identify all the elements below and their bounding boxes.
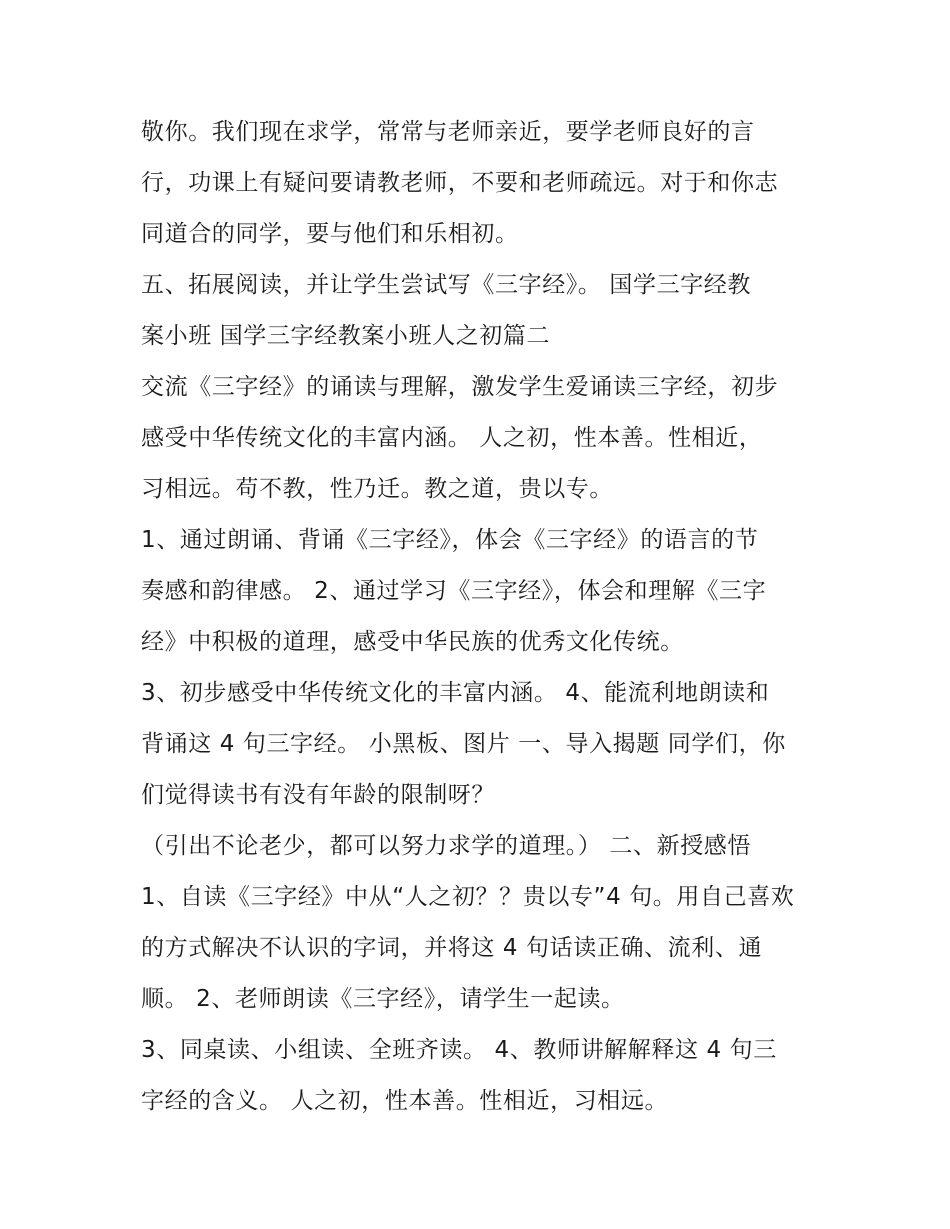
text-line-7: 感受中华传统文化的丰富内涵。 人之初，性本善。性相近， [141,425,763,451]
text-line-13: 背诵这 4 句三字经。 小黑板、图片 一、导入揭题 同学们，你 [141,731,786,757]
document-body [141,107,821,1127]
text-line-12: 3、初步感受中华传统文化的丰富内涵。 4、能流利地朗读和 [141,680,770,706]
text-line-18: 顺。 2、老师朗读《三字经》，请学生一起读。 [141,986,625,1012]
text-line-3: 同道合的同学，要与他们和乐相初。 [141,221,519,247]
text-line-19: 3、同桌读、小组读、全班齐读。 4、教师讲解解释这 4 句三 [141,1037,777,1063]
text-line-1: 敬你。我们现在求学，常常与老师亲近，要学老师良好的言 [141,119,755,145]
text-line-5: 案小班 国学三字经教案小班人之初篇二 [141,323,551,349]
text-line-9: 1、通过朗诵、背诵《三字经》，体会《三字经》的语言的节 [141,527,759,553]
text-line-2: 行，功课上有疑问要请教老师，不要和老师疏远。对于和你志 [141,170,779,196]
text-line-10: 奏感和韵律感。 2、通过学习《三字经》，体会和理解《三字 [141,578,767,604]
text-line-16: 1、自读《三字经》中从“人之初？？贵以专”4 句。用自己喜欢 [141,884,795,910]
text-line-14: 们觉得读书有没有年龄的限制呀？ [141,782,495,808]
text-line-20: 字经的含义。 人之初，性本善。性相近，习相远。 [141,1088,669,1114]
text-line-15: （引出不论老少，都可以努力求学的道理。） 二、新授感悟 [141,833,752,859]
text-line-4: 五、拓展阅读，并让学生尝试写《三字经》。 国学三字经教 [141,272,752,298]
text-line-8: 习相远。苟不教，性乃迁。教之道，贵以专。 [141,476,613,502]
text-line-11: 经》中积极的道理，感受中华民族的优秀文化传统。 [141,629,684,655]
text-line-17: 的方式解决不认识的字词，并将这 4 句话读正确、流利、通 [141,935,763,961]
text-line-6: 交流《三字经》的诵读与理解，激发学生爱诵读三字经，初步 [141,374,779,400]
